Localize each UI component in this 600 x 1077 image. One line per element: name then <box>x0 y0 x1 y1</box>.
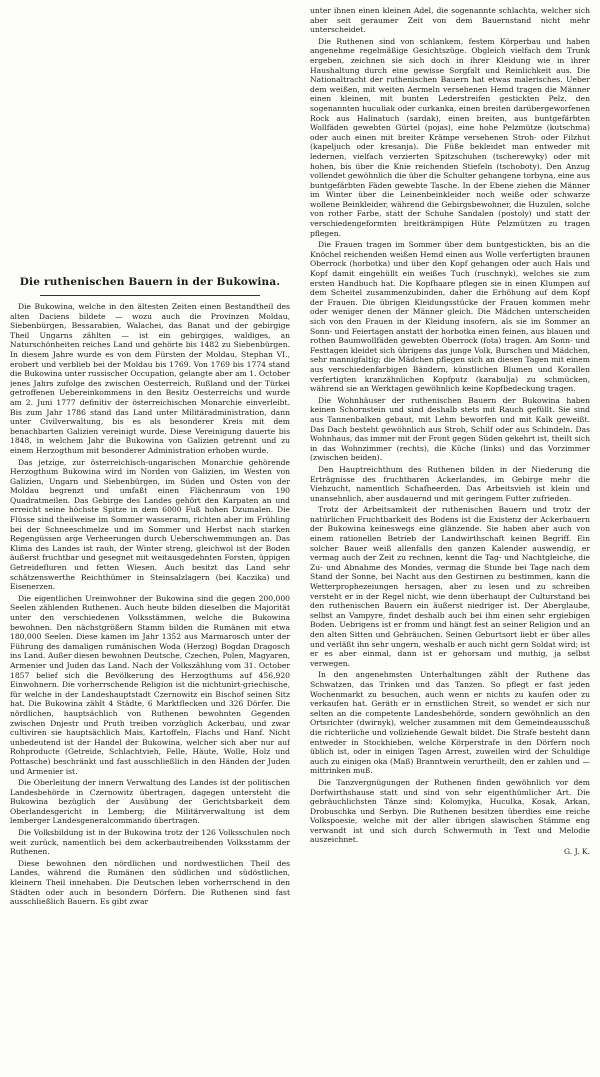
title-rule <box>40 295 260 296</box>
author-signature: G. J. K. <box>564 847 590 857</box>
paragraph-settlement: Diese bewohnen den nördlichen und nordwestlichen Theil des Landes, während die Rumänen den südlichen und südöstlichen, kleinern Theil innehaben. Die Deutschen leben vorherrschend in den Städten oder auch in besondern Dörfern. Die Ruthenen sind fast ausschließlich Bauern. Es gibt zwar <box>10 858 290 907</box>
paragraph-population: Die eigentlichen Ureinwohner der Bukowina sind die gegen 200,000 Seelen zählenden Ruthenen. Auch heute bilden dieselben die Majorität unter den verschiedenen Volksstämmen, welche die Bukowina bewohnen. Den nächstgrößern Stamm bilden die Rumänen mit etwa 180,000 Seelen. Diese kamen im Jahr 1352 aus Marmarosch unter der Führung des damaligen rumänischen Woda (Herzog) Bogdan Dragosch ins Land. Außer diesen bewohnen Deutsche, Czechen, Polen, Magyaren, Armenier und Juden das Land. Nach der Volkszählung vom 31. October 1857 belief sich die Bevölkerung des Herzogthums auf 456,920 Einwohnern. Die vorherrschende Religion ist die nichtunirt-griechische, für welche in der Landeshauptstadt Czernowitz ein Bischof seinen Sitz hat. Die Bukowina zählt 4 Städte, 6 Marktflecken und 326 Dörfer. Die nördlichen, hauptsächlich von Ruthenen bewohnten Gegenden zwischen Dnjestr und Pruth treiben vorzüglich Ackerbau, und zwar cultiviren sie hauptsächlich Mais, Kartoffeln, Flachs und Hanf. Nicht unbedeutend ist der Handel der Bukowina, welcher sich aber nur auf Rohproducte (Getreide, Schlachtvieh, Felle, Häute, Wolle, Holz und Pottasche) beschränkt und fast ausschließlich in den Händen der Juden und Armenier ist. <box>10 593 290 776</box>
paragraph-education: Die Volksbildung ist in der Bukowina trotz der 126 Volksschulen noch weit zurück, namentlich bei dem ackerbautreibenden Volksstamm der Ruthenen. <box>10 828 290 857</box>
paragraph-geography: Das jetzige, zur österreichisch-ungarischen Monarchie gehörende Herzogthum Bukowina wird im Norden von Galizien, im Westen von Galizien, Ungarn und Siebenbürgen, im Süden und Osten von der Moldau begrenzt und umfaßt einen Flächenraum von 190 Quadratmeilen. Das Gebirge des Landes gehört den Karpaten an und erreicht seine höchste Spitze in dem 6000 Fuß hohen Dzumalen. Die Flüsse sind theilweise im Sommer wasserarm, richten aber im Frühling bei der Schneeschmelze und im Sommer und Herbst nach starken Regengüssen arge Verheerungen durch Ueberschwemmungen an. Das Klima des Landes ist rauh, der Winter streng, gleichwol ist der Boden äußerst fruchtbar und gesegnet mit weitausgedehnten Forsten, üppigen Getreidefluren und fetten Wiesen. Auch besitzt das Land sehr schätzenswerthe Reichthümer in Steinsalzlagern (bei Kaczika) und Eisenerzen. <box>10 457 290 592</box>
paragraph-dances: Die Tanzvergnügungen der Ruthenen finden gewöhnlich vor dem Dorfwirthshause statt und sind von sehr eigenthümlicher Art. Die gebräuchlichsten Tänze sind: Kolomyjka, Huculka, Kosak, Arkan, Drobuschka und Serbyn. Die Ruthenen besitzen überdies eine reiche Volkspoesie, welche mit der aller übrigen slawischen Stämme eng verwandt ist und sich durch Schwermuth in Text und Melodie auszeichnet. <box>310 777 590 845</box>
paragraph-history: Die Bukowina, welche in den ältesten Zeiten einen Bestandtheil des alten Daciens bildete — wozu auch die Provinzen Moldau, Siebenbürgen, Bessarabien, Walachei, das Banat und der gebirgige Theil Ungarns zählten — ist ein gebirgiges, waldiges, an Naturschönheiten reiches Land und gehörte bis 1482 zu Siebenbürgen. In diesem Jahre wurde es von dem Fürsten der Moldau, Stephan VI., erobert und verblieb bei der Moldau bis 1769. Von 1769 bis 1774 stand die Bukowina unter russischer Occupation, gelangte aber am 1. October jenes Jahrs zufolge des zwischen Oesterreich, Rußland und der Türkei getroffenen Uebereinkommens in den Besitz Oesterreichs und wurde am 2. Juni 1777 definitiv der österreichischen Monarchie einverleibt. Bis zum Jahr 1786 stand das Land unter Militäradministration, dann unter Civilverwaltung, bis es als besonderer Kreis mit dem benachbarten Galizien vereinigt wurde. Diese Vereinigung dauerte bis 1848, in welchem Jahr die Bukowina von Galizien getrennt und zu einem Herzogthum mit besonderer Administration erhoben wurde. <box>10 302 290 455</box>
left-column <box>10 6 290 1073</box>
paragraph-continuation: unter ihnen einen kleinen Adel, die sogenannte schlachta, welcher sich aber seit geraumer Zeit von dem Bauernstand nicht mehr unterscheidet. <box>310 6 590 35</box>
paragraph-appearance: Die Ruthenen sind von schlankem, festem Körperbau und haben angenehme regelmäßige Gesichtszüge. Obgleich vielfach dem Trunk ergeben, zeichnen sie sich doch in ihrer Kleidung wie in ihrer Haushaltung durch eine gewisse Sorgfalt und Reinlichkeit aus. Die Nationaltracht der ruthenischen Bauern hat etwas malerisches. Ueber dem weißen, mit weiten Aermeln versehenen Hemd tragen die Männer einen kleinen, mit bunten Lederstreifen gestickten Pelz, den sogenannten huculiak oder curkanka, einen breiten darübergeworfenen Rock aus Halinatuch (sardak), einen breiten, aus buntgefärbten Wollfäden gewebten Gürtel (pojas), eine hohe Pelzmütze (kutschma) oder auch einen mit breiter Krämpe versehenen Stroh- oder Filzhut (kapeljuch oder kresanja). Die Füße bekleidet man entweder mit ledernen, vielfach verzierten Spitzschuhen (tscherewyky) oder mit hohen, bis über die Knie reichenden Stiefeln (tschoboty). Den Anzug vollendet gewöhnlich die über die Schulter gehangene torbyna, eine aus buntgefärbten Fäden gewebte Tasche. In der Ebene ziehen die Männer im Winter über die Leinenbeinkleider noch weiße oder schwarze wollene Beinkleider, während die Gebirgsbewohner, die Huzulen, solche von rother Farbe, statt der Schuhe Sandalen (postoly) und statt der verschiedengeformten breitkrämpigen Hüte Pelzmützen zu tragen pflegen. <box>310 36 590 238</box>
paragraph-culture: Trotz der Arbeitsamkeit der ruthenischen Bauern und trotz der natürlichen Fruchtbarkeit des Bodens ist die Existenz der Ackerbauern der Bukowina keineswegs eine glänzende. Sie haben aber auch von einem rationellen Betrieb der Landwirthschaft keinen Begriff. Ein solcher Bauer weiß allenfalls den ganzen Kalender auswendig, er vermag auch der Zeit zu rechnen, kennt die Tag- und Nachtgleiche, die Zu- und Abnahme des Mondes, vermag die Stunde bei Tage nach dem Stand der Sonne, bei Nacht aus den Gestirnen zu bestimmen, kann die Wetterprophezeiungen hersagen, aber zu lesen und zu schreiben versteht er in der Regel nicht, wie denn überhaupt der Culturstand bei den ruthenischen Bauern ein äußerst niedriger ist. Der Aberglaube, selbst an Vampyre, findet deshalb auch bei ihm einen sehr ergiebigen Boden. Uebrigens ist er fromm und hängt fest an seiner Religion und an den alten Sitten und Gebräuchen. Seinen Geburtsort liebt er über alles und verläßt ihn sehr ungern, weshalb er auch nicht gern Soldat wird; ist er es aber einmal, dann ist er gehorsam und muthig, ja selbst verwegen. <box>310 505 590 668</box>
paragraph-women: Die Frauen tragen im Sommer über dem buntgestickten, bis an die Knöchel reichenden weißen Hemd einen aus Wolle verfertigten braunen Oberrock (horbotka) und über den Kopf gehangen oder auch Hals und Kopf damit eingehüllt ein weißes Tuch (ruschnyk), welches sie zum ersten Handbuch hat. Die Kopfhaare pflegen sie in einen Klumpen auf dem Scheitel zusammenzubinden, daher die Erhöhung auf dem Kopf der Frauen. Die übrigen Kleidungsstücke der Frauen kommen mehr oder weniger denen der Männer gleich. Die Mädchen unterscheiden sich von den Frauen in der Kleidung insofern, als sie im Sommer an Sonn- und Feiertagen anstatt der horbotka einen feinen, aus blauen und rothen Baumwollfäden gewebten Oberrock (fota) tragen. Am Sonn- und Festtagen kleidet sich übrigens das junge Volk, Burschen und Mädchen, sehr mannigfaltig; die Mädchen pflegen sich an diesen Tagen mit einem aus verschiedenfarbigen Bändern, künstlichen Blumen und Korallen verfertigten kranzähnlichen Kopfputz (karabulja) zu schmücken, während sie an Werktagen gewöhnlich keine Kopfbedeckung tragen. <box>310 240 590 394</box>
right-column <box>310 6 590 1073</box>
paragraph-houses: Die Wohnhäuser der ruthenischen Bauern der Bukowina haben keinen Schornstein und sind deshalb stets mit Rauch gefüllt. Sie sind aus Tannenbalken gebaut, mit Lehm beworfen und mit Kalk geweißt. Das Dach besteht gewöhnlich aus Stroh, Schilf oder aus Schindeln. Das Wohnhaus, das immer mit der Front gegen Süden gekehrt ist, theilt sich in das Wohnzimmer (rechts), die Küche (links) und das Vorzimmer (zwischen beiden). <box>310 395 590 463</box>
paragraph-entertainment: In den angenehmsten Unterhaltungen zählt der Ruthene das Schwatzen, das Trinken und das Tanzen. So pflegt er fast jeden Wochenmarkt zu besuchen, auch wenn er nichts zu kaufen oder zu verkaufen hat. Geräth er in ernstlichen Streit, so wendet er sich nur selten an die competente Landesbehörde, sondern gewöhnlich an den Ortsrichter (dwirnyk), welcher zusammen mit dem Gemeindeausschuß die richterliche und vollziehende Gewalt bildet. Die Strafe besteht dann entweder in Stockhieben, welche Körperstrafe in den Dörfern noch üblich ist, oder in einigen Tagen Arrest, zuweilen wird der Schuldige auch zu einigen oka (Maß) Branntwein verurtheilt, den er zahlen und — mittrinken muß. <box>310 670 590 776</box>
paragraph-wealth: Den Hauptreichthum des Ruthenen bilden in der Niederung die Erträgnisse des fruchtbaren Ackerlandes, im Gebirge mehr die Viehzucht, namentlich Schafheerden. Das Arbeitsvieh ist klein und unansehnlich, aber ausdauernd und mit geringem Futter zufrieden. <box>310 464 590 503</box>
article-title: Die ruthenischen Bauern in der Bukowina. <box>19 276 281 288</box>
paragraph-administration: Die Oberleitung der innern Verwaltung des Landes ist der politischen Landesbehörde in Czernowitz übertragen, dagegen untersteht die Bukowina bezüglich der Ausübung der Gerichtsbarkeit dem Oberlandesgericht in Lemberg; die Militärverwaltung ist dem lemberger Landesgeneralcommando übertragen. <box>10 778 290 826</box>
